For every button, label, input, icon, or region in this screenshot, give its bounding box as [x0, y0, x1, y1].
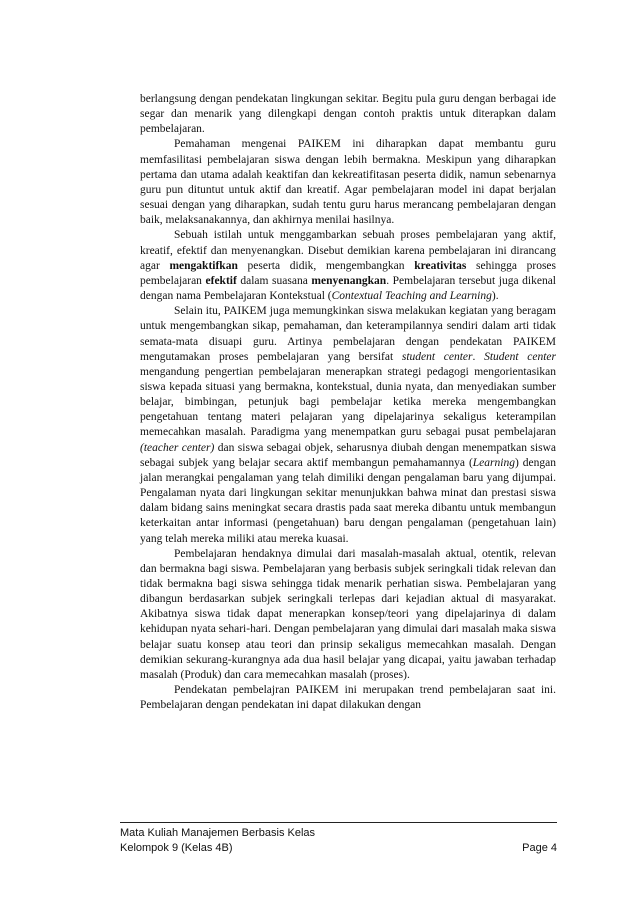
text-run: ) dengan jalan merangkai pengalaman yang telah dimiliki dengan pengalaman baru yang dijumpai. Pengalaman nyata dari lingkungan sekitar menunjukkan bahwa minat dan prestasi siswa dalam bidang sains meningkat secara drastis pada saat mereka dibantu untuk membangun keterkaitan antar informasi (pengetahuan) baru dengan pengalaman (pengetahuan lain) yang telah mereka miliki atau mereka kuasai. [140, 456, 556, 545]
text-run: peserta didik, mengembangkan [237, 259, 415, 272]
text-run: Pemahaman mengenai PAIKEM ini diharapkan dapat membantu guru memfasilitasi pembelajaran siswa dengan lebih bermakna. Meskipun yang diharapkan pertama dan utama adalah keaktifan dan kekreatifitasan peserta didik, namun sebenarnya guru pun dituntut untuk aktif dan kreatif. Agar pembelajaran model ini dapat berjalan sesuai dengan yang diharapkan, sudah tentu guru harus merancang pembelajaran dengan baik, melaksanakannya, dan akhirnya menilai hasilnya. [140, 138, 556, 227]
text-run: Pembelajaran hendaknya dimulai dari masalah-masalah aktual, otentik, relevan dan bermakna bagi siswa. Pembelajaran yang berbasis subjek seringkali tidak relevan dan tidak bermakna bagi siswa sehingga tidak menarik perhatian siswa. Pembelajaran yang dibangun berdasarkan subjek seringkali terlepas dari kejadian aktual di masyarakat. Akibatnya siswa tidak dapat menerapkan konsep/teori yang dipelajarinya di dalam kehidupan nyata sehari-hari. Dengan pembelajaran yang dimulai dari masalah maka siswa belajar suatu konsep atau teori dan prinsip sekaligus memecahkan masalah. Dengan demikian sekurang-kurangnya ada dua hasil belajar yang dicapai, yaitu jawaban terhadap masalah (Produk) dan cara memecahkan masalah (proses). [140, 547, 556, 681]
footer-divider [120, 822, 557, 823]
page-footer [120, 826, 557, 856]
paragraph [140, 683, 556, 713]
text-run: dan siswa sebagai objek, seharusnya diubah dengan menempatkan siswa sebagai subjek yang belajar secara aktif membangun pemahamannya ( [140, 441, 556, 469]
bold-term: mengaktifkan [169, 259, 238, 272]
paragraph [140, 304, 556, 547]
paragraph [140, 137, 556, 228]
text-run: dalam suasana [236, 274, 312, 287]
italic-term: student center [401, 350, 473, 363]
paragraph [140, 547, 556, 683]
italic-term: Learning [472, 456, 515, 469]
italic-term: (teacher center) [140, 441, 215, 454]
text-run: Selain itu, PAIKEM juga memungkinkan siswa melakukan kegiatan yang beragam untuk mengembangkan sikap, pemahaman, dan keterampilannya sendiri dalam arti tidak semata-mata disuapi guru. Artinya pembelajaran dengan pendekatan PAIKEM mengutamakan proses pembelajaran yang bersifat [140, 305, 556, 363]
italic-term: Contextual Teaching and Learning [331, 290, 492, 303]
footer-group: Kelompok 9 (Kelas 4B) [120, 842, 233, 854]
bold-term: kreativitas [414, 259, 467, 272]
text-run: . Pembelajaran tersebut juga dikenal dengan nama Pembelajaran Kontekstual ( [140, 274, 556, 303]
body-text [140, 92, 556, 713]
footer-course: Mata Kuliah Manajemen Berbasis Kelas [120, 827, 316, 839]
bold-term: menyenangkan [311, 274, 387, 287]
text-run: sehingga proses pembelajaran [140, 259, 556, 287]
page-number: Page 4 [522, 842, 557, 854]
paragraph [140, 92, 556, 137]
text-run: . [472, 350, 485, 363]
text-run: Sebuah istilah untuk menggambarkan sebuah proses pembelajaran yang aktif, kreatif, efektif dan menyenangkan. Disebut demikian karena pembelajaran ini dirancang agar [140, 229, 556, 272]
text-run: Pendekatan pembelajran PAIKEM ini merupakan trend pembelajaran saat ini. Pembelajaran dengan pendekatan ini dapat dilakukan dengan [140, 684, 556, 712]
bold-term: efektif [205, 274, 237, 287]
italic-term: Student center [484, 350, 557, 363]
text-run: berlangsung dengan pendekatan lingkungan sekitar. Begitu pula guru dengan berbagai ide segar dan menarik yang dilengkapi dengan contoh praktis untuk diterapkan dalam pembelajaran. [140, 93, 556, 136]
text-run: ). [491, 290, 499, 303]
paragraph [140, 228, 556, 304]
text-run: mengandung pengertian pembelajaran menerapkan strategi pedagogi mengorientasikan siswa kepada situasi yang bermakna, kontekstual, dunia nyata, dan menyediakan sumber belajar, bimbingan, petunjuk bagi pembelajar ketika mereka mengembangkan pengetahuan tentang materi pelajaran yang dipelajarinya sekaligus keterampilan memecahkan masalah. Paradigma yang menempatkan guru sebagai pusat pembelajaran [140, 365, 556, 439]
